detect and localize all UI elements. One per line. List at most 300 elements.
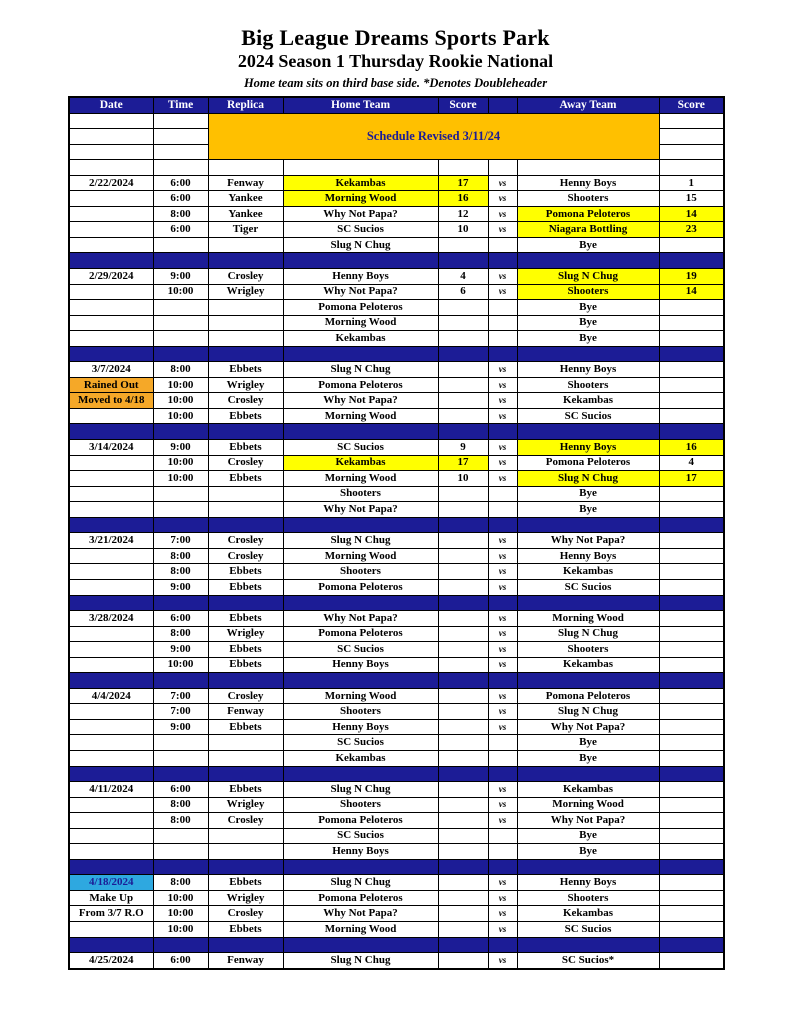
separator-cell	[69, 766, 153, 782]
date-cell	[69, 548, 153, 564]
replica-cell: Wrigley	[208, 626, 283, 642]
date-cell	[69, 284, 153, 300]
separator-row	[69, 424, 724, 440]
separator-cell	[488, 673, 517, 689]
home-team-cell: Why Not Papa?	[283, 611, 438, 627]
col-header-home-team: Home Team	[283, 97, 438, 113]
separator-row	[69, 595, 724, 611]
vs-cell	[488, 300, 517, 316]
away-team-cell: Slug N Chug	[517, 626, 659, 642]
home-team-cell: Kekambas	[283, 331, 438, 347]
home-score-cell	[438, 611, 488, 627]
home-score-cell	[438, 579, 488, 595]
date-cell	[69, 144, 153, 160]
away-score-cell: 15	[659, 191, 724, 207]
separator-cell	[208, 424, 283, 440]
away-score-cell	[659, 735, 724, 751]
home-team-cell: Henny Boys	[283, 269, 438, 285]
time-cell	[153, 300, 208, 316]
vs-cell: vs	[488, 455, 517, 471]
vs-cell: vs	[488, 813, 517, 829]
away-score-cell: 17	[659, 471, 724, 487]
replica-cell: Crosley	[208, 548, 283, 564]
date-cell	[69, 579, 153, 595]
vs-cell: vs	[488, 797, 517, 813]
game-row	[69, 750, 724, 766]
separator-cell	[488, 859, 517, 875]
time-cell	[153, 828, 208, 844]
game-row	[69, 890, 724, 906]
date-cell	[69, 626, 153, 642]
date-cell	[69, 471, 153, 487]
col-header-date: Date	[69, 97, 153, 113]
replica-cell	[208, 828, 283, 844]
away-score-cell	[659, 486, 724, 502]
separator-cell	[153, 766, 208, 782]
home-team-cell: SC Sucios	[283, 642, 438, 658]
away-team-cell: Slug N Chug	[517, 269, 659, 285]
home-score-cell: 4	[438, 269, 488, 285]
away-score-cell	[659, 300, 724, 316]
time-cell: 6:00	[153, 175, 208, 191]
separator-cell	[659, 673, 724, 689]
time-cell	[153, 315, 208, 331]
home-team-cell: Kekambas	[283, 455, 438, 471]
away-score-cell	[659, 129, 724, 145]
home-score-cell	[438, 564, 488, 580]
time-cell: 7:00	[153, 704, 208, 720]
game-row	[69, 719, 724, 735]
away-score-cell	[659, 144, 724, 160]
away-score-cell	[659, 113, 724, 129]
game-row	[69, 642, 724, 658]
col-header-time: Time	[153, 97, 208, 113]
separator-cell	[153, 424, 208, 440]
away-score-cell	[659, 828, 724, 844]
game-row	[69, 393, 724, 409]
away-score-cell	[659, 890, 724, 906]
away-score-cell	[659, 377, 724, 393]
home-team-cell: Why Not Papa?	[283, 284, 438, 300]
home-score-cell: 12	[438, 206, 488, 222]
game-row	[69, 735, 724, 751]
separator-cell	[208, 859, 283, 875]
separator-cell	[488, 766, 517, 782]
away-team-cell: Bye	[517, 486, 659, 502]
time-cell: 10:00	[153, 377, 208, 393]
replica-cell: Ebbets	[208, 642, 283, 658]
away-team-cell: SC Sucios*	[517, 953, 659, 969]
away-score-cell	[659, 844, 724, 860]
time-cell: 9:00	[153, 719, 208, 735]
home-score-cell	[438, 331, 488, 347]
home-team-cell: Slug N Chug	[283, 953, 438, 969]
vs-cell: vs	[488, 362, 517, 378]
time-cell: 6:00	[153, 953, 208, 969]
home-team-cell: Kekambas	[283, 175, 438, 191]
away-score-cell	[659, 657, 724, 673]
time-cell: 10:00	[153, 408, 208, 424]
replica-cell: Ebbets	[208, 782, 283, 798]
away-team-cell: Kekambas	[517, 906, 659, 922]
separator-cell	[69, 859, 153, 875]
replica-cell	[208, 237, 283, 253]
away-score-cell	[659, 626, 724, 642]
home-score-cell	[438, 533, 488, 549]
date-cell	[69, 657, 153, 673]
separator-cell	[659, 595, 724, 611]
separator-cell	[283, 937, 438, 953]
vs-cell	[488, 502, 517, 518]
away-team-cell: SC Sucios	[517, 579, 659, 595]
away-team-cell: Shooters	[517, 377, 659, 393]
date-cell: Moved to 4/18	[69, 393, 153, 409]
separator-cell	[438, 859, 488, 875]
time-cell	[153, 113, 208, 129]
time-cell: 10:00	[153, 393, 208, 409]
date-cell	[69, 331, 153, 347]
time-cell: 8:00	[153, 548, 208, 564]
vs-cell: vs	[488, 548, 517, 564]
separator-cell	[153, 346, 208, 362]
separator-cell	[438, 517, 488, 533]
home-score-cell	[438, 704, 488, 720]
game-row	[69, 408, 724, 424]
separator-cell	[69, 673, 153, 689]
time-cell	[153, 750, 208, 766]
replica-cell: Crosley	[208, 688, 283, 704]
replica-cell: Wrigley	[208, 797, 283, 813]
time-cell	[153, 160, 208, 176]
vs-cell: vs	[488, 284, 517, 300]
home-score-cell	[438, 502, 488, 518]
time-cell: 8:00	[153, 564, 208, 580]
away-team-cell: Slug N Chug	[517, 704, 659, 720]
away-score-cell	[659, 362, 724, 378]
separator-row	[69, 937, 724, 953]
separator-cell	[283, 517, 438, 533]
away-team-cell: Why Not Papa?	[517, 813, 659, 829]
away-team-cell: Shooters	[517, 642, 659, 658]
replica-cell	[208, 331, 283, 347]
date-cell: 2/29/2024	[69, 269, 153, 285]
separator-cell	[208, 595, 283, 611]
time-cell	[153, 237, 208, 253]
home-team-cell	[283, 160, 438, 176]
vs-cell: vs	[488, 175, 517, 191]
away-score-cell	[659, 393, 724, 409]
separator-cell	[659, 346, 724, 362]
away-team-cell: Kekambas	[517, 393, 659, 409]
home-team-cell: Morning Wood	[283, 191, 438, 207]
home-score-cell	[438, 828, 488, 844]
time-cell	[153, 144, 208, 160]
home-team-cell: Shooters	[283, 797, 438, 813]
home-team-cell: Shooters	[283, 564, 438, 580]
game-row	[69, 315, 724, 331]
separator-cell	[438, 937, 488, 953]
col-header-home-score: Score	[438, 97, 488, 113]
away-team-cell: Pomona Peloteros	[517, 455, 659, 471]
time-cell: 8:00	[153, 206, 208, 222]
vs-cell	[488, 486, 517, 502]
time-cell: 8:00	[153, 797, 208, 813]
home-team-cell: Pomona Peloteros	[283, 813, 438, 829]
home-score-cell	[438, 300, 488, 316]
home-score-cell	[438, 844, 488, 860]
home-team-cell: Morning Wood	[283, 315, 438, 331]
away-score-cell	[659, 160, 724, 176]
away-team-cell: Bye	[517, 331, 659, 347]
game-row	[69, 206, 724, 222]
separator-cell	[517, 859, 659, 875]
vs-cell: vs	[488, 206, 517, 222]
separator-cell	[208, 346, 283, 362]
replica-cell: Ebbets	[208, 564, 283, 580]
home-score-cell	[438, 160, 488, 176]
game-row	[69, 688, 724, 704]
date-cell: 3/28/2024	[69, 611, 153, 627]
home-score-cell	[438, 953, 488, 969]
game-row	[69, 875, 724, 891]
separator-cell	[517, 346, 659, 362]
game-row	[69, 455, 724, 471]
away-score-cell	[659, 719, 724, 735]
replica-cell: Wrigley	[208, 377, 283, 393]
separator-cell	[488, 937, 517, 953]
vs-cell: vs	[488, 921, 517, 937]
home-score-cell: 16	[438, 191, 488, 207]
game-row	[69, 906, 724, 922]
vs-cell	[488, 160, 517, 176]
away-score-cell: 19	[659, 269, 724, 285]
away-score-cell	[659, 315, 724, 331]
date-cell	[69, 921, 153, 937]
vs-cell: vs	[488, 408, 517, 424]
date-cell	[69, 455, 153, 471]
home-team-cell: Henny Boys	[283, 657, 438, 673]
replica-cell	[208, 502, 283, 518]
vs-cell: vs	[488, 269, 517, 285]
home-score-cell	[438, 548, 488, 564]
game-row	[69, 657, 724, 673]
away-team-cell: Bye	[517, 735, 659, 751]
time-cell: 8:00	[153, 626, 208, 642]
date-cell	[69, 486, 153, 502]
revision-banner: Schedule Revised 3/11/24	[208, 113, 659, 160]
away-team-cell: Morning Wood	[517, 797, 659, 813]
away-score-cell	[659, 502, 724, 518]
away-score-cell: 16	[659, 440, 724, 456]
header-row	[69, 97, 724, 113]
replica-cell: Ebbets	[208, 579, 283, 595]
vs-cell: vs	[488, 564, 517, 580]
replica-cell	[208, 486, 283, 502]
vs-cell: vs	[488, 782, 517, 798]
vs-cell	[488, 844, 517, 860]
replica-cell	[208, 735, 283, 751]
time-cell: 8:00	[153, 813, 208, 829]
separator-cell	[69, 937, 153, 953]
home-team-cell: Pomona Peloteros	[283, 579, 438, 595]
separator-row	[69, 517, 724, 533]
time-cell: 10:00	[153, 455, 208, 471]
col-header-away-team: Away Team	[517, 97, 659, 113]
date-cell: Rained Out	[69, 377, 153, 393]
separator-cell	[488, 346, 517, 362]
away-team-cell: Kekambas	[517, 564, 659, 580]
time-cell: 10:00	[153, 906, 208, 922]
away-score-cell	[659, 953, 724, 969]
replica-cell: Ebbets	[208, 875, 283, 891]
date-cell	[69, 719, 153, 735]
separator-cell	[153, 517, 208, 533]
date-cell: 4/4/2024	[69, 688, 153, 704]
replica-cell: Yankee	[208, 206, 283, 222]
vs-cell: vs	[488, 704, 517, 720]
vs-cell: vs	[488, 906, 517, 922]
time-cell: 10:00	[153, 921, 208, 937]
vs-cell: vs	[488, 688, 517, 704]
vs-cell: vs	[488, 579, 517, 595]
away-score-cell	[659, 813, 724, 829]
separator-cell	[283, 424, 438, 440]
away-team-cell: Bye	[517, 750, 659, 766]
vs-cell: vs	[488, 719, 517, 735]
separator-row	[69, 673, 724, 689]
banner-row	[69, 113, 724, 129]
vs-cell: vs	[488, 471, 517, 487]
vs-cell: vs	[488, 533, 517, 549]
date-cell	[69, 844, 153, 860]
home-score-cell	[438, 626, 488, 642]
home-team-cell: Morning Wood	[283, 688, 438, 704]
home-team-cell: Pomona Peloteros	[283, 626, 438, 642]
separator-cell	[438, 673, 488, 689]
game-row	[69, 331, 724, 347]
home-score-cell	[438, 782, 488, 798]
home-score-cell: 10	[438, 222, 488, 238]
home-score-cell	[438, 813, 488, 829]
separator-cell	[283, 766, 438, 782]
away-team-cell: SC Sucios	[517, 408, 659, 424]
separator-cell	[208, 937, 283, 953]
replica-cell: Fenway	[208, 175, 283, 191]
replica-cell: Wrigley	[208, 890, 283, 906]
home-team-cell: Morning Wood	[283, 471, 438, 487]
away-team-cell: Henny Boys	[517, 362, 659, 378]
vs-cell: vs	[488, 642, 517, 658]
game-row	[69, 579, 724, 595]
time-cell: 6:00	[153, 782, 208, 798]
away-score-cell	[659, 688, 724, 704]
separator-cell	[659, 253, 724, 269]
date-cell: 2/22/2024	[69, 175, 153, 191]
home-team-cell: Henny Boys	[283, 844, 438, 860]
game-row	[69, 548, 724, 564]
away-score-cell	[659, 921, 724, 937]
separator-cell	[438, 253, 488, 269]
away-score-cell	[659, 642, 724, 658]
game-row	[69, 533, 724, 549]
vs-cell	[488, 331, 517, 347]
time-cell	[153, 129, 208, 145]
separator-cell	[283, 595, 438, 611]
away-team-cell: Henny Boys	[517, 440, 659, 456]
home-score-cell	[438, 315, 488, 331]
date-cell: 4/25/2024	[69, 953, 153, 969]
replica-cell: Ebbets	[208, 362, 283, 378]
separator-cell	[153, 937, 208, 953]
away-team-cell: Bye	[517, 828, 659, 844]
home-team-cell: Shooters	[283, 704, 438, 720]
replica-cell	[208, 160, 283, 176]
vs-cell	[488, 750, 517, 766]
separator-cell	[488, 253, 517, 269]
time-cell: 10:00	[153, 284, 208, 300]
date-cell: Make Up	[69, 890, 153, 906]
away-team-cell: Niagara Bottling	[517, 222, 659, 238]
replica-cell: Wrigley	[208, 284, 283, 300]
home-score-cell	[438, 921, 488, 937]
time-cell: 9:00	[153, 642, 208, 658]
home-team-cell: Morning Wood	[283, 548, 438, 564]
home-team-cell: Morning Wood	[283, 921, 438, 937]
replica-cell	[208, 750, 283, 766]
home-score-cell: 9	[438, 440, 488, 456]
separator-cell	[283, 346, 438, 362]
away-team-cell: Shooters	[517, 890, 659, 906]
time-cell: 7:00	[153, 688, 208, 704]
replica-cell: Fenway	[208, 704, 283, 720]
replica-cell: Crosley	[208, 533, 283, 549]
col-header-vs	[488, 97, 517, 113]
separator-cell	[517, 424, 659, 440]
away-score-cell: 23	[659, 222, 724, 238]
vs-cell: vs	[488, 953, 517, 969]
replica-cell: Crosley	[208, 813, 283, 829]
vs-cell: vs	[488, 626, 517, 642]
away-team-cell: Slug N Chug	[517, 471, 659, 487]
home-score-cell: 10	[438, 471, 488, 487]
away-score-cell	[659, 906, 724, 922]
date-cell	[69, 113, 153, 129]
away-team-cell: Why Not Papa?	[517, 533, 659, 549]
game-row	[69, 377, 724, 393]
game-row	[69, 611, 724, 627]
separator-cell	[488, 517, 517, 533]
separator-cell	[153, 595, 208, 611]
away-team-cell: Henny Boys	[517, 875, 659, 891]
game-row	[69, 921, 724, 937]
home-team-cell: SC Sucios	[283, 735, 438, 751]
away-team-cell: Kekambas	[517, 657, 659, 673]
time-cell	[153, 331, 208, 347]
away-score-cell	[659, 750, 724, 766]
away-team-cell	[517, 160, 659, 176]
home-score-cell	[438, 719, 488, 735]
home-score-cell	[438, 797, 488, 813]
separator-cell	[69, 595, 153, 611]
home-score-cell: 17	[438, 455, 488, 471]
home-team-cell: Morning Wood	[283, 408, 438, 424]
separator-cell	[153, 859, 208, 875]
game-row	[69, 237, 724, 253]
home-score-cell: 17	[438, 175, 488, 191]
home-score-cell	[438, 486, 488, 502]
separator-row	[69, 346, 724, 362]
vs-cell: vs	[488, 890, 517, 906]
